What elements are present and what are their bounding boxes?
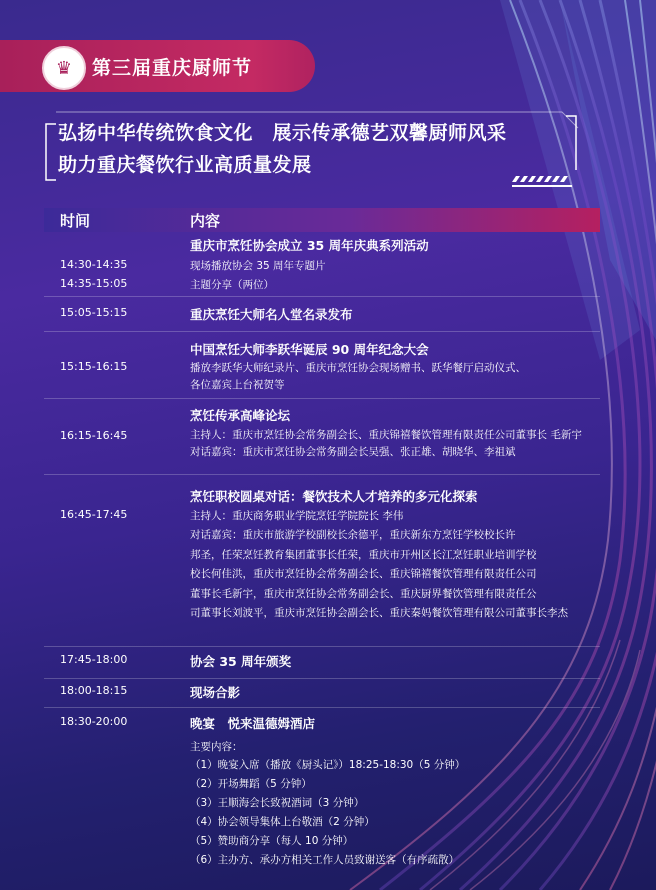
event-detail: 邦圣，任荣烹饪教育集团董事长任荣，重庆市开州区长江烹饪职业培训学校 xyxy=(190,549,537,561)
schedule-header xyxy=(44,208,600,232)
event-title: 晚宴 悦来温德姆酒店 xyxy=(190,716,316,731)
event-time: 17:45-18:00 xyxy=(60,653,128,666)
event-title: 烹饪职校圆桌对话：餐饮技术人才培养的多元化探索 xyxy=(190,489,478,504)
schedule-row xyxy=(44,646,600,669)
event-time: 14:35-15:05 xyxy=(60,277,128,290)
event-detail: 主持人：重庆市烹饪协会常务副会长、重庆锦禧餐饮管理有限责任公司董事长 毛新宇 xyxy=(190,429,582,441)
schedule-row xyxy=(44,331,600,391)
schedule-row xyxy=(44,678,600,700)
event-detail: 各位嘉宾上台祝贺等 xyxy=(190,379,285,391)
time-column-header: 时间 xyxy=(60,212,91,230)
event-time: 14:30-14:35 xyxy=(60,258,128,271)
theme-box xyxy=(42,110,580,188)
theme-line-1: 弘扬中华传统饮食文化 展示传承德艺双馨厨师风采 xyxy=(58,122,507,144)
event-detail: 主题分享（两位） xyxy=(190,279,274,291)
event-detail: 校长何佳洪，重庆市烹饪协会常务副会长、重庆锦禧餐饮管理有限责任公司 xyxy=(190,568,537,580)
event-detail: 主要内容： xyxy=(190,741,243,753)
event-detail: （5）赞助商分享（每人 10 分钟） xyxy=(190,835,354,847)
content-column-header: 内容 xyxy=(190,212,221,230)
event-time: 18:30-20:00 xyxy=(60,715,128,728)
association-logo: ♛ xyxy=(42,46,86,90)
event-detail: （2）开场舞蹈（5 分钟） xyxy=(190,778,312,790)
event-title: 现场合影 xyxy=(190,685,241,700)
theme-line-2: 助力重庆餐饮行业高质量发展 xyxy=(58,154,312,176)
event-detail: （4）协会领导集体上台敬酒（2 分钟） xyxy=(190,816,375,828)
event-title: 烹饪传承高峰论坛 xyxy=(190,408,291,423)
event-detail: 对话嘉宾：重庆市烹饪协会常务副会长吴强、张正雄、胡晓华、李祖斌 xyxy=(190,446,516,458)
schedule-row xyxy=(44,707,600,866)
event-title: 重庆市烹饪协会成立 35 周年庆典系列活动 xyxy=(190,238,429,253)
schedule-row xyxy=(44,398,600,458)
event-title: 中国烹饪大师李跃华诞辰 90 周年纪念大会 xyxy=(190,342,429,357)
event-detail: （3）王顺海会长致祝酒词（3 分钟） xyxy=(190,797,365,809)
event-detail: 现场播放协会 35 周年专题片 xyxy=(190,260,326,272)
event-detail: 主持人：重庆商务职业学院烹饪学院院长 李伟 xyxy=(190,510,404,522)
festival-title: 第三届重庆厨师节 xyxy=(92,57,253,79)
event-detail: 播放李跃华大师纪录片、重庆市烹饪协会现场赠书、跃华餐厅启动仪式、 xyxy=(190,362,526,374)
event-time: 16:15-16:45 xyxy=(60,429,128,442)
event-detail: （6）主办方、承办方相关工作人员致谢送客（有序疏散） xyxy=(190,854,460,866)
event-time: 18:00-18:15 xyxy=(60,684,128,697)
event-detail: 董事长毛新宇，重庆市烹饪协会常务副会长、重庆厨界餐饮管理有限责任公 xyxy=(190,588,537,600)
event-title: 重庆烹饪大师名人堂名录发布 xyxy=(190,307,353,322)
event-time: 15:05-15:15 xyxy=(60,306,128,319)
event-title: 协会 35 周年颁奖 xyxy=(190,654,292,669)
event-detail: （1）晚宴入席（播放《厨头记》）18:25-18:30（5 分钟） xyxy=(190,759,466,771)
schedule-row xyxy=(44,474,600,619)
event-detail: 对话嘉宾：重庆市旅游学校副校长余德平，重庆新东方烹饪学校校长许 xyxy=(190,529,516,541)
schedule-table xyxy=(44,208,600,866)
event-time: 15:15-16:15 xyxy=(60,360,128,373)
event-detail: 司董事长刘波平，重庆市烹饪协会副会长、重庆秦妈餐饮管理有限公司董事长李杰 xyxy=(190,607,568,619)
schedule-row xyxy=(44,296,600,322)
event-time: 16:45-17:45 xyxy=(60,508,128,521)
